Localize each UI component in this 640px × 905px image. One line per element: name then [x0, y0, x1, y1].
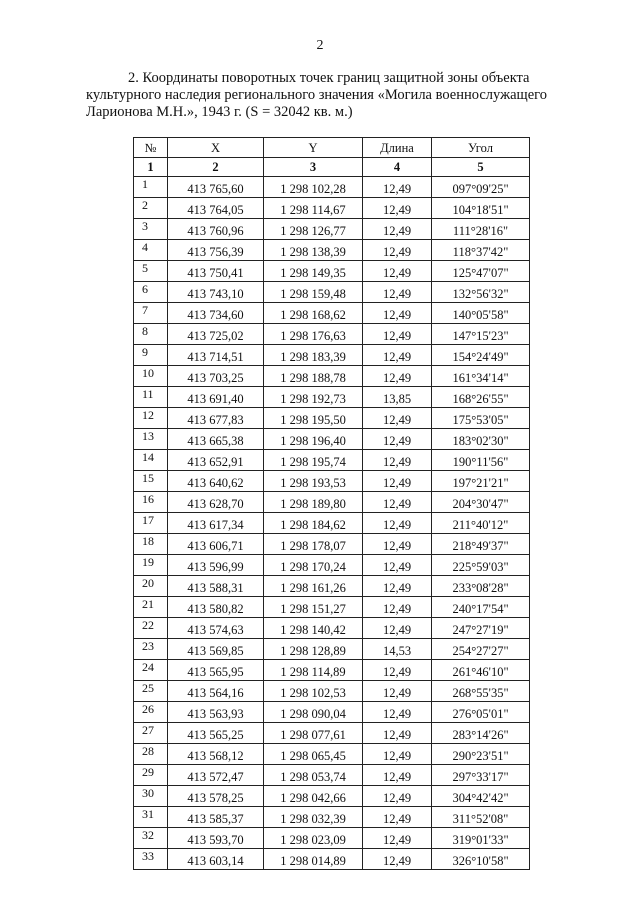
- table-row: [134, 786, 530, 807]
- point-number-cell: 15: [134, 471, 168, 492]
- y-coordinate-cell: 1 298 023,09: [264, 828, 363, 849]
- column-number-row: [134, 158, 530, 177]
- y-coordinate-cell: 1 298 128,89: [264, 639, 363, 660]
- table-row: [134, 366, 530, 387]
- x-coordinate-cell: 413 606,71: [168, 534, 264, 555]
- table-row: [134, 450, 530, 471]
- table-row: [134, 261, 530, 282]
- angle-cell: 204°30'47": [432, 492, 530, 513]
- angle-cell: 190°11'56": [432, 450, 530, 471]
- point-number-cell: 6: [134, 282, 168, 303]
- point-number-cell: 27: [134, 723, 168, 744]
- length-cell: 12,49: [363, 492, 432, 513]
- angle-cell: 225°59'03": [432, 555, 530, 576]
- column-number: 4: [363, 158, 432, 177]
- point-number-cell: 12: [134, 408, 168, 429]
- length-cell: 12,49: [363, 618, 432, 639]
- y-coordinate-cell: 1 298 161,26: [264, 576, 363, 597]
- y-coordinate-cell: 1 298 102,28: [264, 177, 363, 198]
- y-coordinate-cell: 1 298 170,24: [264, 555, 363, 576]
- table-row: [134, 849, 530, 870]
- angle-cell: 261°46'10": [432, 660, 530, 681]
- angle-cell: 218°49'37": [432, 534, 530, 555]
- length-cell: 12,49: [363, 177, 432, 198]
- length-cell: 12,49: [363, 534, 432, 555]
- table-row: [134, 639, 530, 660]
- angle-cell: 140°05'58": [432, 303, 530, 324]
- point-number-cell: 10: [134, 366, 168, 387]
- x-coordinate-cell: 413 572,47: [168, 765, 264, 786]
- x-coordinate-cell: 413 703,25: [168, 366, 264, 387]
- table-row: [134, 576, 530, 597]
- column-number: 3: [264, 158, 363, 177]
- length-cell: 12,49: [363, 723, 432, 744]
- x-coordinate-cell: 413 665,38: [168, 429, 264, 450]
- x-coordinate-cell: 413 588,31: [168, 576, 264, 597]
- y-coordinate-cell: 1 298 032,39: [264, 807, 363, 828]
- angle-cell: 118°37'42": [432, 240, 530, 261]
- table-row: [134, 345, 530, 366]
- y-coordinate-cell: 1 298 184,62: [264, 513, 363, 534]
- angle-cell: 183°02'30": [432, 429, 530, 450]
- page-number: 2: [316, 38, 324, 53]
- angle-cell: 283°14'26": [432, 723, 530, 744]
- length-cell: 12,49: [363, 366, 432, 387]
- point-number-cell: 8: [134, 324, 168, 345]
- table-row: [134, 471, 530, 492]
- length-cell: 12,49: [363, 807, 432, 828]
- point-number-cell: 21: [134, 597, 168, 618]
- x-coordinate-cell: 413 565,95: [168, 660, 264, 681]
- heading-line-3: Ларионова М.Н.», 1943 г. (S = 32042 кв. м.): [86, 104, 353, 120]
- angle-cell: 268°55'35": [432, 681, 530, 702]
- section-heading: [86, 70, 586, 121]
- length-cell: 12,49: [363, 786, 432, 807]
- point-number-cell: 30: [134, 786, 168, 807]
- y-coordinate-cell: 1 298 192,73: [264, 387, 363, 408]
- table-row: [134, 282, 530, 303]
- length-cell: 12,49: [363, 513, 432, 534]
- length-cell: 12,49: [363, 240, 432, 261]
- angle-cell: 290°23'51": [432, 744, 530, 765]
- x-coordinate-cell: 413 585,37: [168, 807, 264, 828]
- point-number-cell: 14: [134, 450, 168, 471]
- table-row: [134, 324, 530, 345]
- angle-cell: 125°47'07": [432, 261, 530, 282]
- x-coordinate-cell: 413 652,91: [168, 450, 264, 471]
- y-coordinate-cell: 1 298 138,39: [264, 240, 363, 261]
- length-cell: 12,49: [363, 261, 432, 282]
- table-row: [134, 492, 530, 513]
- header-number: №: [134, 138, 168, 158]
- table-row: [134, 408, 530, 429]
- x-coordinate-cell: 413 563,93: [168, 702, 264, 723]
- point-number-cell: 1: [134, 177, 168, 198]
- table-row: [134, 828, 530, 849]
- y-coordinate-cell: 1 298 189,80: [264, 492, 363, 513]
- angle-cell: 161°34'14": [432, 366, 530, 387]
- angle-cell: 132°56'32": [432, 282, 530, 303]
- y-coordinate-cell: 1 298 193,53: [264, 471, 363, 492]
- length-cell: 14,53: [363, 639, 432, 660]
- point-number-cell: 18: [134, 534, 168, 555]
- y-coordinate-cell: 1 298 014,89: [264, 849, 363, 870]
- table-row: [134, 240, 530, 261]
- angle-cell: 240°17'54": [432, 597, 530, 618]
- column-number: 1: [134, 158, 168, 177]
- table-row: [134, 744, 530, 765]
- x-coordinate-cell: 413 743,10: [168, 282, 264, 303]
- angle-cell: 211°40'12": [432, 513, 530, 534]
- header-x: X: [168, 138, 264, 158]
- y-coordinate-cell: 1 298 183,39: [264, 345, 363, 366]
- length-cell: 13,85: [363, 387, 432, 408]
- x-coordinate-cell: 413 734,60: [168, 303, 264, 324]
- angle-cell: 247°27'19": [432, 618, 530, 639]
- y-coordinate-cell: 1 298 149,35: [264, 261, 363, 282]
- table-row: [134, 597, 530, 618]
- length-cell: 12,49: [363, 198, 432, 219]
- table-row: [134, 513, 530, 534]
- x-coordinate-cell: 413 760,96: [168, 219, 264, 240]
- table-row: [134, 534, 530, 555]
- point-number-cell: 28: [134, 744, 168, 765]
- y-coordinate-cell: 1 298 178,07: [264, 534, 363, 555]
- x-coordinate-cell: 413 593,70: [168, 828, 264, 849]
- length-cell: 12,49: [363, 324, 432, 345]
- x-coordinate-cell: 413 628,70: [168, 492, 264, 513]
- point-number-cell: 16: [134, 492, 168, 513]
- y-coordinate-cell: 1 298 188,78: [264, 366, 363, 387]
- table-row: [134, 765, 530, 786]
- point-number-cell: 33: [134, 849, 168, 870]
- length-cell: 12,49: [363, 345, 432, 366]
- x-coordinate-cell: 413 765,60: [168, 177, 264, 198]
- table-row: [134, 177, 530, 198]
- header-angle: Угол: [432, 138, 530, 158]
- coordinates-table: [133, 137, 530, 870]
- x-coordinate-cell: 413 640,62: [168, 471, 264, 492]
- length-cell: 12,49: [363, 471, 432, 492]
- point-number-cell: 11: [134, 387, 168, 408]
- y-coordinate-cell: 1 298 159,48: [264, 282, 363, 303]
- angle-cell: 254°27'27": [432, 639, 530, 660]
- x-coordinate-cell: 413 578,25: [168, 786, 264, 807]
- length-cell: 12,49: [363, 282, 432, 303]
- length-cell: 12,49: [363, 681, 432, 702]
- table-row: [134, 387, 530, 408]
- x-coordinate-cell: 413 596,99: [168, 555, 264, 576]
- length-cell: 12,49: [363, 597, 432, 618]
- x-coordinate-cell: 413 714,51: [168, 345, 264, 366]
- y-coordinate-cell: 1 298 126,77: [264, 219, 363, 240]
- x-coordinate-cell: 413 574,63: [168, 618, 264, 639]
- point-number-cell: 20: [134, 576, 168, 597]
- length-cell: 12,49: [363, 450, 432, 471]
- length-cell: 12,49: [363, 702, 432, 723]
- angle-cell: 233°08'28": [432, 576, 530, 597]
- point-number-cell: 19: [134, 555, 168, 576]
- y-coordinate-cell: 1 298 042,66: [264, 786, 363, 807]
- point-number-cell: 7: [134, 303, 168, 324]
- point-number-cell: 13: [134, 429, 168, 450]
- table-row: [134, 429, 530, 450]
- table-row: [134, 660, 530, 681]
- x-coordinate-cell: 413 750,41: [168, 261, 264, 282]
- angle-cell: 111°28'16": [432, 219, 530, 240]
- x-coordinate-cell: 413 568,12: [168, 744, 264, 765]
- table-row: [134, 723, 530, 744]
- table-row: [134, 618, 530, 639]
- length-cell: 12,49: [363, 303, 432, 324]
- angle-cell: 168°26'55": [432, 387, 530, 408]
- y-coordinate-cell: 1 298 114,67: [264, 198, 363, 219]
- length-cell: 12,49: [363, 408, 432, 429]
- point-number-cell: 24: [134, 660, 168, 681]
- length-cell: 12,49: [363, 744, 432, 765]
- table-row: [134, 198, 530, 219]
- point-number-cell: 3: [134, 219, 168, 240]
- length-cell: 12,49: [363, 555, 432, 576]
- y-coordinate-cell: 1 298 053,74: [264, 765, 363, 786]
- y-coordinate-cell: 1 298 196,40: [264, 429, 363, 450]
- point-number-cell: 29: [134, 765, 168, 786]
- x-coordinate-cell: 413 677,83: [168, 408, 264, 429]
- point-number-cell: 32: [134, 828, 168, 849]
- header-y: Y: [264, 138, 363, 158]
- point-number-cell: 9: [134, 345, 168, 366]
- length-cell: 12,49: [363, 828, 432, 849]
- column-number: 2: [168, 158, 264, 177]
- angle-cell: 197°21'21": [432, 471, 530, 492]
- point-number-cell: 26: [134, 702, 168, 723]
- angle-cell: 175°53'05": [432, 408, 530, 429]
- y-coordinate-cell: 1 298 090,04: [264, 702, 363, 723]
- point-number-cell: 5: [134, 261, 168, 282]
- angle-cell: 304°42'42": [432, 786, 530, 807]
- x-coordinate-cell: 413 569,85: [168, 639, 264, 660]
- x-coordinate-cell: 413 603,14: [168, 849, 264, 870]
- table-row: [134, 807, 530, 828]
- y-coordinate-cell: 1 298 102,53: [264, 681, 363, 702]
- table-row: [134, 303, 530, 324]
- angle-cell: 326°10'58": [432, 849, 530, 870]
- table-row: [134, 555, 530, 576]
- y-coordinate-cell: 1 298 140,42: [264, 618, 363, 639]
- table-body: [134, 177, 530, 870]
- x-coordinate-cell: 413 691,40: [168, 387, 264, 408]
- point-number-cell: 22: [134, 618, 168, 639]
- y-coordinate-cell: 1 298 168,62: [264, 303, 363, 324]
- angle-cell: 154°24'49": [432, 345, 530, 366]
- table-row: [134, 702, 530, 723]
- angle-cell: 319°01'33": [432, 828, 530, 849]
- point-number-cell: 2: [134, 198, 168, 219]
- table-row: [134, 219, 530, 240]
- x-coordinate-cell: 413 725,02: [168, 324, 264, 345]
- length-cell: 12,49: [363, 576, 432, 597]
- x-coordinate-cell: 413 617,34: [168, 513, 264, 534]
- angle-cell: 276°05'01": [432, 702, 530, 723]
- x-coordinate-cell: 413 564,16: [168, 681, 264, 702]
- table-header-row: [134, 138, 530, 158]
- x-coordinate-cell: 413 580,82: [168, 597, 264, 618]
- heading-line-2: культурного наследия регионального значения «Могила военнослужащего: [86, 87, 547, 103]
- angle-cell: 147°15'23": [432, 324, 530, 345]
- y-coordinate-cell: 1 298 077,61: [264, 723, 363, 744]
- length-cell: 12,49: [363, 765, 432, 786]
- x-coordinate-cell: 413 756,39: [168, 240, 264, 261]
- x-coordinate-cell: 413 565,25: [168, 723, 264, 744]
- length-cell: 12,49: [363, 219, 432, 240]
- y-coordinate-cell: 1 298 151,27: [264, 597, 363, 618]
- point-number-cell: 23: [134, 639, 168, 660]
- heading-line-1: 2. Координаты поворотных точек границ защитной зоны объекта: [128, 70, 530, 86]
- angle-cell: 104°18'51": [432, 198, 530, 219]
- angle-cell: 097°09'25": [432, 177, 530, 198]
- point-number-cell: 4: [134, 240, 168, 261]
- point-number-cell: 31: [134, 807, 168, 828]
- y-coordinate-cell: 1 298 195,50: [264, 408, 363, 429]
- table-row: [134, 681, 530, 702]
- angle-cell: 311°52'08": [432, 807, 530, 828]
- y-coordinate-cell: 1 298 195,74: [264, 450, 363, 471]
- y-coordinate-cell: 1 298 176,63: [264, 324, 363, 345]
- length-cell: 12,49: [363, 660, 432, 681]
- length-cell: 12,49: [363, 429, 432, 450]
- point-number-cell: 25: [134, 681, 168, 702]
- column-number: 5: [432, 158, 530, 177]
- angle-cell: 297°33'17": [432, 765, 530, 786]
- y-coordinate-cell: 1 298 114,89: [264, 660, 363, 681]
- header-length: Длина: [363, 138, 432, 158]
- y-coordinate-cell: 1 298 065,45: [264, 744, 363, 765]
- x-coordinate-cell: 413 764,05: [168, 198, 264, 219]
- length-cell: 12,49: [363, 849, 432, 870]
- point-number-cell: 17: [134, 513, 168, 534]
